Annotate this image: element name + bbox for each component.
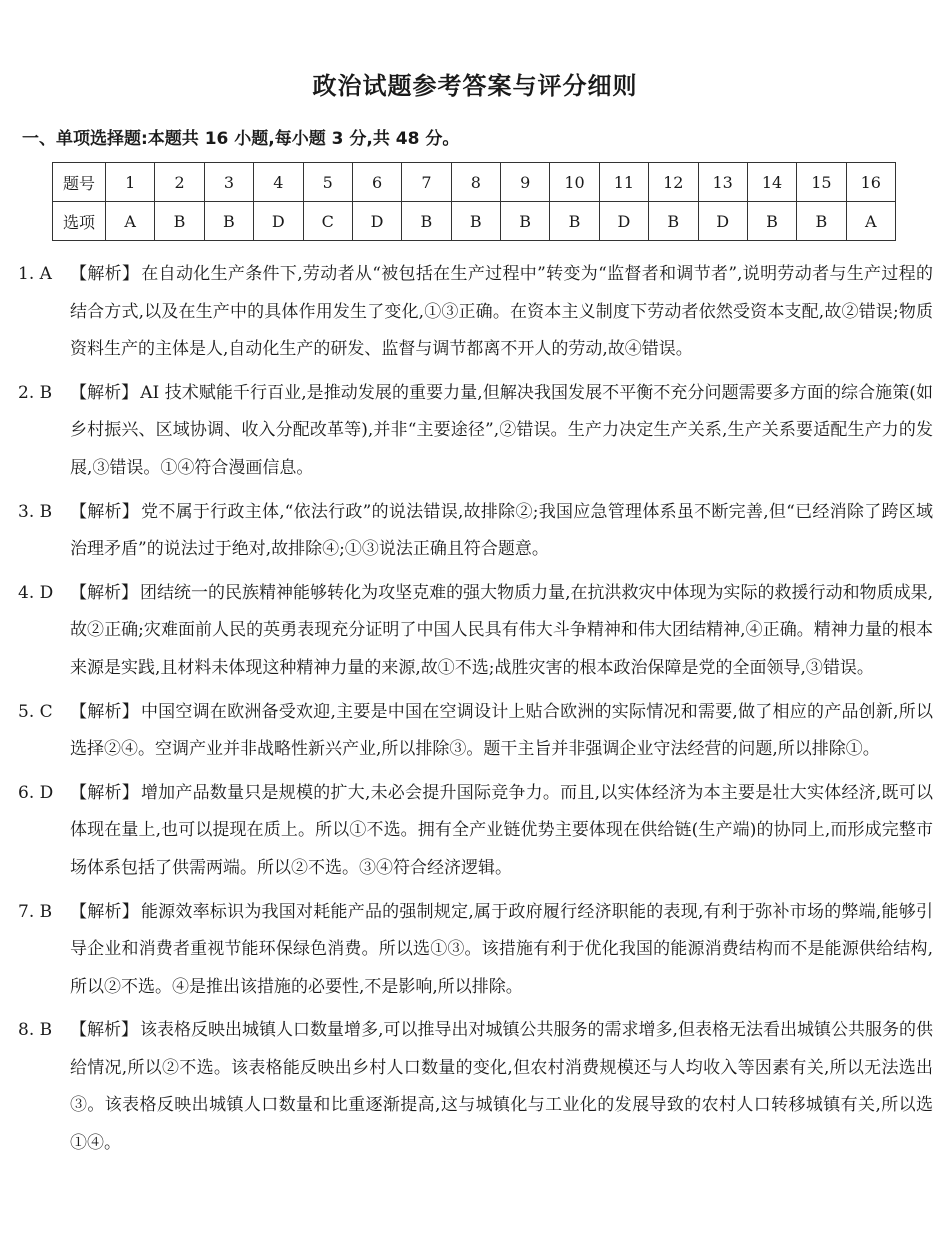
answer-cell: B (747, 202, 796, 241)
item-number: 3. B (18, 501, 53, 522)
item-number: 7. B (18, 901, 53, 922)
analysis-tag: 【解析】 (70, 782, 139, 803)
answer-table (52, 162, 896, 241)
answer-cell: C (303, 202, 352, 241)
question-number: 1 (106, 163, 155, 202)
answer-cell: B (451, 202, 500, 241)
item-text: 增加产品数量只是规模的扩大,未必会提升国际竞争力。而且,以实体经济为本主要是壮大实体经济,既可以体现在量上,也可以提现在质上。所以①不选。拥有全产业链优势主要体现在供给链(生产端)的协同上,而形成完整市场体系包括了供需两端。所以②不选。③④符合经济逻辑。 (70, 782, 934, 878)
answer-row (53, 202, 896, 241)
explanation-item (18, 894, 933, 1007)
item-text: 在自动化生产条件下,劳动者从“被包括在生产过程中”转变为“监督者和调节者”,说明劳动者与生产过程的结合方式,以及在生产中的具体作用发生了变化,①③正确。在资本主义制度下劳动者依然受资本支配,故②错误;物质资料生产的主体是人,自动化生产的研发、监督与调节都离不开人的劳动,故④错误。 (70, 264, 934, 360)
answer-cell: B (501, 202, 550, 241)
explanation-item (18, 256, 933, 369)
question-number: 10 (550, 163, 599, 202)
item-text: 该表格反映出城镇人口数量增多,可以推导出对城镇公共服务的需求增多,但表格无法看出城镇公共服务的供给情况,所以②不选。该表格能反映出乡村人口数量的变化,但农村消费规模还与人均收入等因素有关,所以无法选出③。该表格反映出城镇人口数量和比重逐渐提高,这与城镇化与工业化的发展导致的农村人口转移城镇有关,所以选①④。 (70, 1020, 933, 1154)
answer-cell: B (204, 202, 253, 241)
answer-cell: D (698, 202, 747, 241)
analysis-tag: 【解析】 (70, 382, 139, 403)
answer-cell: B (649, 202, 698, 241)
answer-cell: D (254, 202, 303, 241)
question-number: 2 (155, 163, 204, 202)
question-number: 13 (698, 163, 747, 202)
explanation-item (18, 775, 933, 888)
item-text: 党不属于行政主体,“依法行政”的说法错误,故排除②;我国应急管理体系虽不断完善,但“已经消除了跨区域治理矛盾”的说法过于绝对,故排除④;①③说法正确且符合题意。 (70, 501, 933, 560)
item-text: 团结统一的民族精神能够转化为攻坚克难的强大物质力量,在抗洪救灾中体现为实际的救援行动和物质成果,故②正确;灾难面前人民的英勇表现充分证明了中国人民具有伟大斗争精神和伟大团结精神,④正确。精神力量的根本来源是实践,且材料未体现这种精神力量的来源,故①不选;战胜灾害的根本政治保障是党的全面领导,③错误。 (70, 582, 933, 678)
explanation-item (18, 494, 933, 569)
item-number: 6. D (18, 782, 54, 803)
item-number: 5. C (18, 701, 53, 722)
question-number: 8 (451, 163, 500, 202)
number-row (53, 163, 896, 202)
analysis-tag: 【解析】 (70, 582, 139, 603)
row-label: 题号 (53, 163, 106, 202)
answer-cell: D (352, 202, 401, 241)
question-number: 9 (501, 163, 550, 202)
answer-cell: B (797, 202, 846, 241)
item-text: 中国空调在欧洲备受欢迎,主要是中国在空调设计上贴合欧洲的实际情况和需要,做了相应的产品创新,所以选择②④。空调产业并非战略性新兴产业,所以排除③。题干主旨并非强调企业守法经营的问题,所以排除①。 (70, 701, 934, 760)
explanation-item (18, 575, 933, 688)
item-text: AI 技术赋能千行百业,是推动发展的重要力量,但解决我国发展不平衡不充分问题需要多方面的综合施策(如乡村振兴、区域协调、收入分配改革等),并非“主要途径”,②错误。生产力决定生产关系,生产关系要适配生产力的发展,③错误。①④符合漫画信息。 (70, 382, 933, 478)
question-number: 16 (846, 163, 895, 202)
question-number: 14 (747, 163, 796, 202)
explanation-list (18, 256, 933, 1169)
analysis-tag: 【解析】 (70, 264, 140, 284)
row-label: 选项 (53, 202, 106, 241)
answer-cell: B (402, 202, 451, 241)
analysis-tag: 【解析】 (70, 1020, 139, 1041)
question-number: 5 (303, 163, 352, 202)
analysis-tag: 【解析】 (70, 701, 139, 722)
question-number: 15 (797, 163, 846, 202)
analysis-tag: 【解析】 (70, 501, 140, 522)
section-heading: 一、单项选择题:本题共 16 小题,每小题 3 分,共 48 分。 (22, 129, 460, 149)
item-number: 1. A (18, 264, 52, 284)
question-number: 12 (649, 163, 698, 202)
item-number: 2. B (18, 382, 53, 403)
answer-cell: B (155, 202, 204, 241)
page-title: 政治试题参考答案与评分细则 (312, 72, 638, 100)
item-text: 能源效率标识为我国对耗能产品的强制规定,属于政府履行经济职能的表现,有利于弥补市场的弊端,能够引导企业和消费者重视节能环保绿色消费。所以选①③。该措施有利于优化我国的能源消费结构而不是能源供给结构,所以②不选。④是推出该措施的必要性,不是影响,所以排除。 (70, 901, 934, 997)
question-number: 6 (352, 163, 401, 202)
answer-cell: A (846, 202, 895, 241)
question-number: 7 (402, 163, 451, 202)
explanation-item (18, 694, 933, 769)
item-number: 8. B (18, 1020, 53, 1041)
question-number: 4 (254, 163, 303, 202)
answer-cell: B (550, 202, 599, 241)
question-number: 3 (204, 163, 253, 202)
answer-cell: A (106, 202, 155, 241)
analysis-tag: 【解析】 (70, 901, 139, 922)
question-number: 11 (599, 163, 648, 202)
answer-cell: D (599, 202, 648, 241)
item-number: 4. D (18, 582, 54, 603)
explanation-item (18, 1012, 933, 1162)
explanation-item (18, 375, 933, 488)
